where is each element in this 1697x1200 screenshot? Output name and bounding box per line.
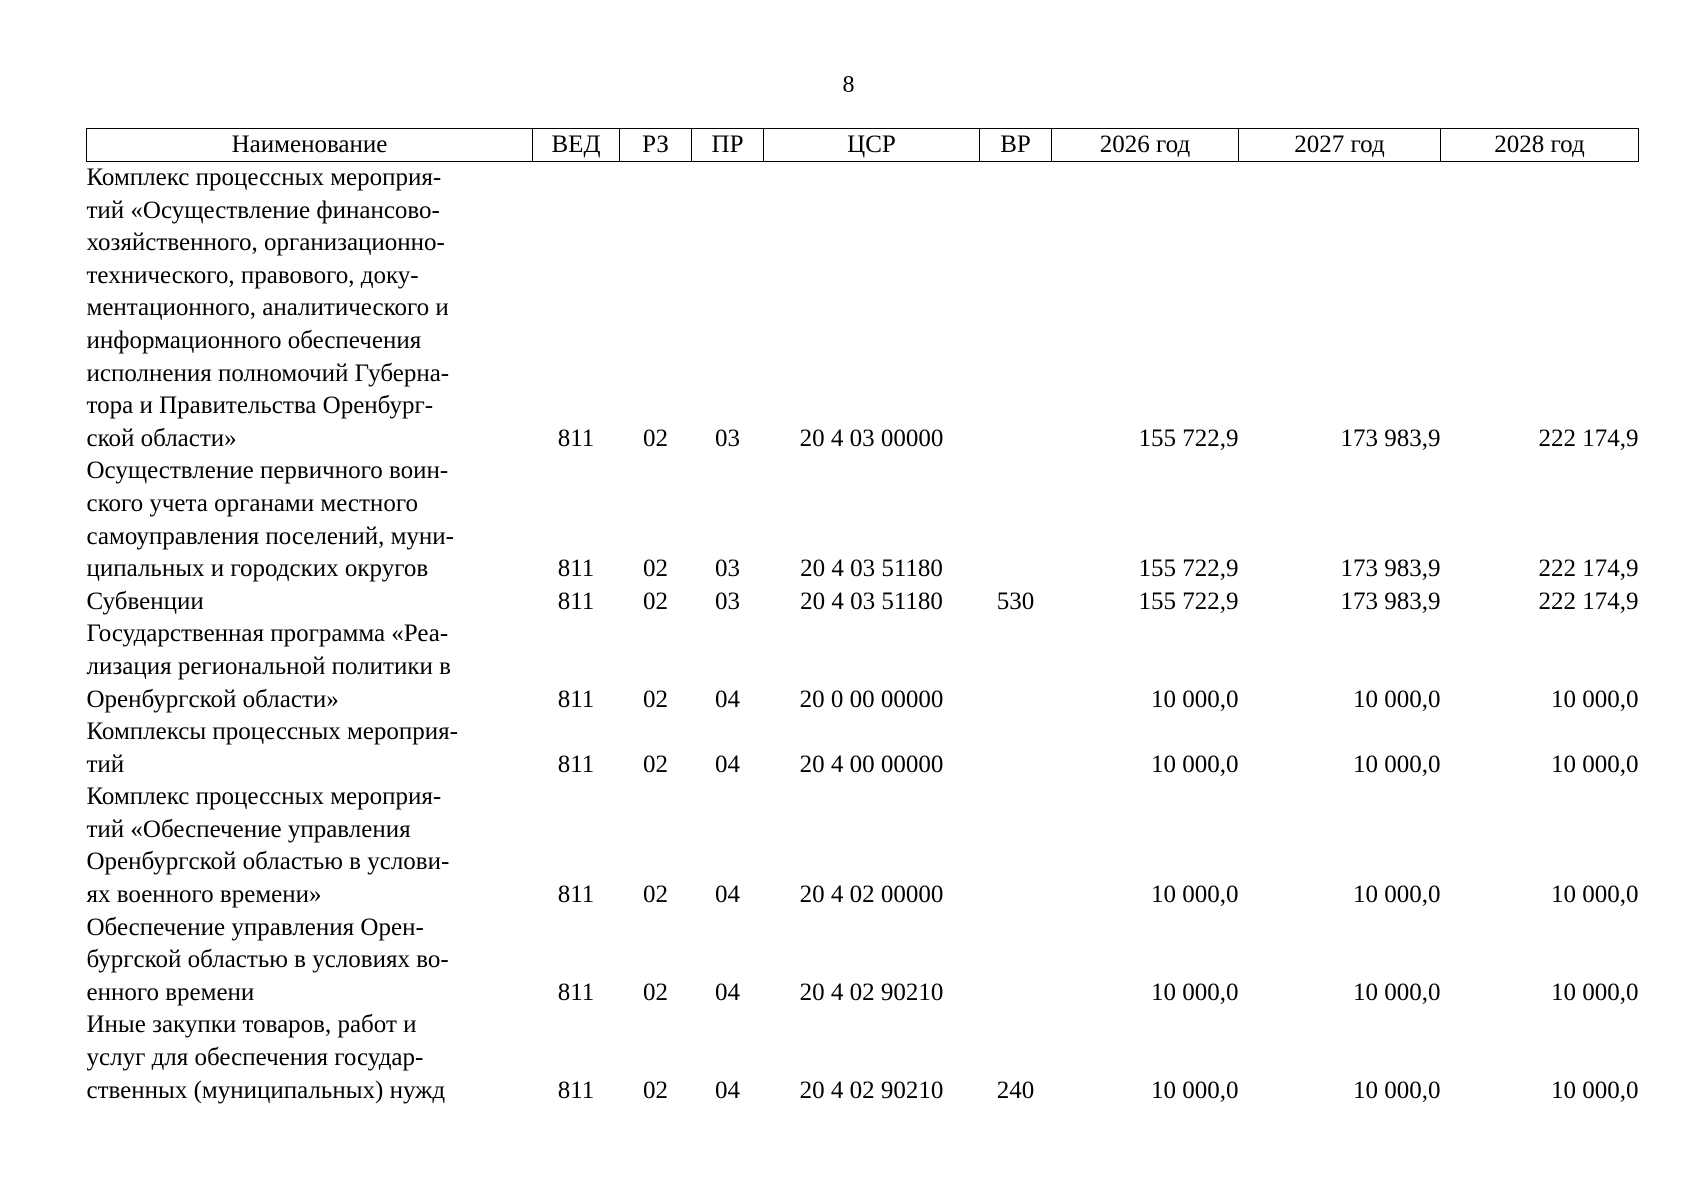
cell-2028: 10 000,0 xyxy=(1551,881,1639,909)
cell-pr: 04 xyxy=(715,881,740,909)
cell-pr: 04 xyxy=(715,978,740,1006)
cell-csr: 20 4 03 51180 xyxy=(800,587,943,615)
cell-2027: 10 000,0 xyxy=(1353,881,1441,909)
cell-ved: 811 xyxy=(557,587,595,615)
name-line: ского учета органами местного xyxy=(86,489,418,517)
cell-name xyxy=(87,1009,533,1107)
cell-name xyxy=(87,912,533,1010)
cell-name xyxy=(87,162,533,456)
cell-2027: 10 000,0 xyxy=(1353,978,1441,1006)
name-line: Комплекс процессных мероприя- xyxy=(86,164,442,191)
name-line: исполнения полномочий Губерна- xyxy=(86,359,450,387)
cell-2028: 222 174,9 xyxy=(1538,555,1639,583)
cell-2028: 10 000,0 xyxy=(1551,978,1639,1006)
cell-2028: 10 000,0 xyxy=(1551,1076,1639,1104)
name-line: Государственная программа «Реа- xyxy=(86,620,449,648)
table-row xyxy=(87,586,1639,619)
name-line: ментационного, аналитического и xyxy=(86,294,449,322)
cell-rz: 02 xyxy=(643,881,668,909)
header-2026: 2026 год xyxy=(1052,129,1239,162)
cell-pr: 03 xyxy=(715,424,740,452)
name-line: технического, правового, доку- xyxy=(86,261,419,289)
header-2027: 2027 год xyxy=(1239,129,1441,162)
cell-name xyxy=(87,781,533,911)
table-row xyxy=(87,716,1639,781)
cell-rz: 02 xyxy=(643,424,668,452)
cell-ved: 811 xyxy=(557,881,595,909)
name-line: Обеспечение управления Орен- xyxy=(86,913,424,941)
name-line: ственных (муниципальных) нужд xyxy=(86,1076,446,1104)
cell-2028: 222 174,9 xyxy=(1538,424,1639,452)
cell-vr xyxy=(980,912,1052,1010)
cell-csr: 20 4 02 90210 xyxy=(799,978,944,1006)
cell-2028: 222 174,9 xyxy=(1538,587,1639,615)
table-row xyxy=(87,455,1639,585)
cell-2026: 10 000,0 xyxy=(1151,685,1239,713)
cell-vr xyxy=(980,716,1052,781)
name-line: информационного обеспечения xyxy=(86,326,422,354)
name-line: самоуправления поселений, муни- xyxy=(86,522,455,550)
cell-csr: 20 4 03 00000 xyxy=(799,424,944,452)
cell-2026: 10 000,0 xyxy=(1151,1076,1239,1104)
header-csr: ЦСР xyxy=(764,129,980,162)
cell-ved: 811 xyxy=(557,1076,595,1104)
cell-pr: 03 xyxy=(715,555,740,583)
name-line: услуг для обеспечения государ- xyxy=(86,1044,424,1072)
cell-rz: 02 xyxy=(643,587,668,615)
name-line: енного времени xyxy=(86,978,255,1006)
cell-2026: 10 000,0 xyxy=(1151,978,1239,1006)
cell-vr xyxy=(980,455,1052,585)
name-line: тора и Правительства Оренбург- xyxy=(86,392,434,420)
name-line: ципальных и городских округов xyxy=(86,555,429,583)
name-line: ях военного времени» xyxy=(86,881,322,909)
header-vr: ВР xyxy=(980,129,1052,162)
table-row xyxy=(87,162,1639,456)
name-line: Комплексы процессных мероприя- xyxy=(86,718,458,746)
name-line: Иные закупки товаров, работ и xyxy=(86,1011,417,1039)
cell-2026: 155 722,9 xyxy=(1138,555,1239,583)
cell-vr: 240 xyxy=(996,1076,1035,1104)
cell-2027: 173 983,9 xyxy=(1340,424,1441,452)
cell-rz: 02 xyxy=(643,1076,668,1104)
cell-2027: 10 000,0 xyxy=(1353,750,1441,778)
cell-pr: 04 xyxy=(715,685,740,713)
cell-2028: 10 000,0 xyxy=(1551,685,1639,713)
name-line: лизация региональной политики в xyxy=(86,652,451,680)
cell-rz: 02 xyxy=(643,978,668,1006)
header-2028: 2028 год xyxy=(1441,129,1639,162)
cell-name xyxy=(87,716,533,781)
header-ved: ВЕД xyxy=(533,129,620,162)
table-body xyxy=(87,162,1639,1108)
cell-vr xyxy=(980,781,1052,911)
cell-ved: 811 xyxy=(557,424,595,452)
cell-pr: 04 xyxy=(715,1076,740,1104)
cell-pr: 04 xyxy=(715,750,740,778)
cell-name xyxy=(87,586,533,619)
name-line: бургской областью в условиях во- xyxy=(86,946,449,974)
table-header-row xyxy=(87,129,1639,162)
header-rz: РЗ xyxy=(620,129,692,162)
cell-2027: 10 000,0 xyxy=(1353,1076,1441,1104)
cell-2026: 10 000,0 xyxy=(1151,881,1239,909)
page-number: 8 xyxy=(842,72,855,98)
name-line: Оренбургской области» xyxy=(86,685,339,713)
name-line: тий «Осуществление финансово- xyxy=(86,196,440,224)
cell-name xyxy=(87,455,533,585)
cell-rz: 02 xyxy=(643,555,668,583)
cell-ved: 811 xyxy=(557,978,595,1006)
name-line: Субвенции xyxy=(86,587,204,615)
cell-csr: 20 0 00 00000 xyxy=(799,685,944,713)
table-row xyxy=(87,618,1639,716)
cell-ved: 811 xyxy=(557,685,595,713)
table-row xyxy=(87,912,1639,1010)
name-line: Комплекс процессных мероприя- xyxy=(86,783,442,811)
cell-name xyxy=(87,618,533,716)
cell-2026: 155 722,9 xyxy=(1138,587,1239,615)
table-row xyxy=(87,781,1639,911)
cell-vr xyxy=(980,618,1052,716)
cell-csr: 20 4 03 51180 xyxy=(800,555,943,583)
name-line: тий «Обеспечение управления xyxy=(86,815,411,843)
cell-2027: 173 983,9 xyxy=(1340,587,1441,615)
cell-2027: 173 983,9 xyxy=(1340,555,1441,583)
cell-vr: 530 xyxy=(996,587,1035,615)
cell-rz: 02 xyxy=(643,685,668,713)
name-line: тий xyxy=(86,750,125,778)
cell-pr: 03 xyxy=(715,587,740,615)
cell-2028: 10 000,0 xyxy=(1551,750,1639,778)
cell-2026: 10 000,0 xyxy=(1151,750,1239,778)
name-line: хозяйственного, организационно- xyxy=(86,229,445,257)
cell-2027: 10 000,0 xyxy=(1353,685,1441,713)
cell-csr: 20 4 00 00000 xyxy=(799,750,944,778)
cell-ved: 811 xyxy=(557,750,595,778)
cell-vr xyxy=(980,162,1052,456)
name-line: Оренбургской областью в услови- xyxy=(86,848,450,876)
table-row xyxy=(87,1009,1639,1107)
cell-ved: 811 xyxy=(557,555,595,583)
name-line: Осуществление первичного воин- xyxy=(86,457,449,485)
cell-csr: 20 4 02 90210 xyxy=(799,1076,944,1104)
header-pr: ПР xyxy=(692,129,764,162)
budget-table xyxy=(86,128,1639,1107)
name-line: ской области» xyxy=(86,424,237,452)
cell-rz: 02 xyxy=(643,750,668,778)
cell-csr: 20 4 02 00000 xyxy=(799,881,944,909)
header-name: Наименование xyxy=(87,129,533,162)
cell-2026: 155 722,9 xyxy=(1138,424,1239,452)
